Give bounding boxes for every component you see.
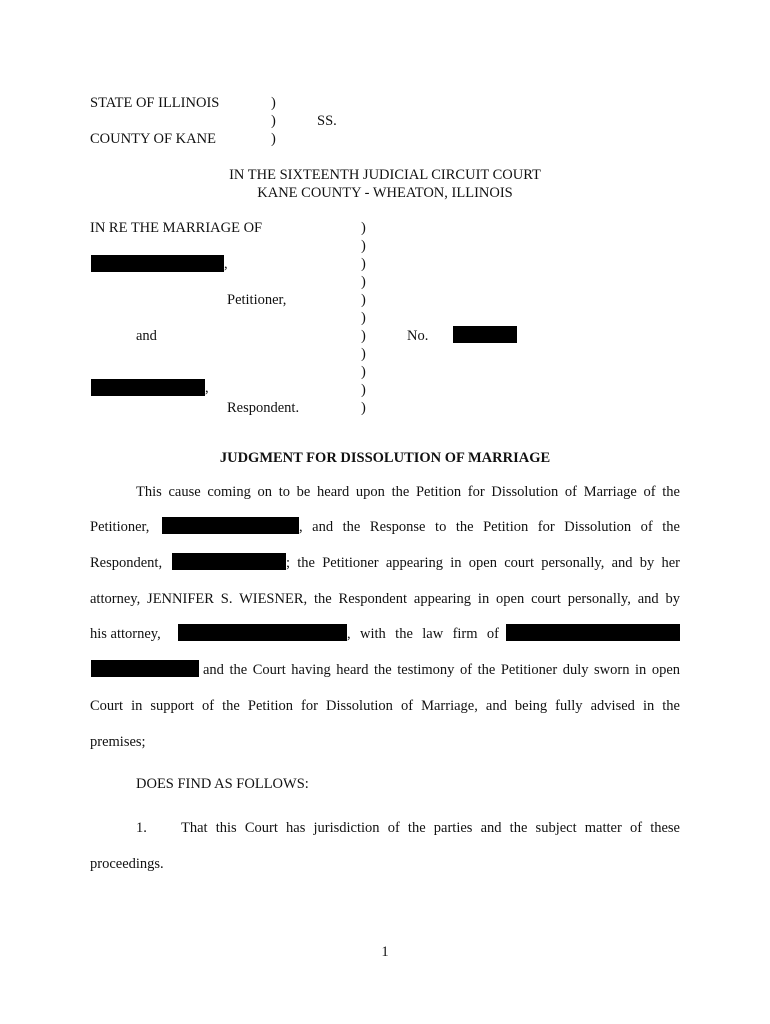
case-paren: ) [361,238,366,254]
case-paren: ) [361,292,366,308]
respondent-label: Respondent. [227,400,300,416]
finding-text: That this Court has jurisdiction of the parties and the subject matter of these [181,820,680,836]
body-line-5-end: , with the law firm of [347,626,499,642]
caption-paren: ) [271,95,276,111]
court-location: KANE COUNTY - WHEATON, ILLINOIS [257,185,513,201]
page-number: 1 [381,944,389,960]
redacted-case-number [453,326,517,343]
case-paren: ) [361,400,366,416]
ss-label: SS. [317,113,337,129]
case-paren: ) [361,346,366,362]
redacted-respondent-name [91,379,205,396]
case-paren: ) [361,328,366,344]
state-label: STATE OF ILLINOIS [90,95,220,111]
respondent-comma: , [205,380,209,396]
finding-text-cont: proceedings. [90,856,164,872]
redacted-petitioner-name [91,255,224,272]
body-line-3-start: Respondent, [90,555,163,571]
body-line-2-start: Petitioner, [90,519,150,535]
redacted-respondent-name [172,553,286,570]
body-line-3-end: ; the Petitioner appearing in open court personally, and by her [286,555,680,571]
case-number-label: No. [407,328,429,344]
body-line-5-start: his attorney, [90,626,161,642]
redacted-petitioner-name [162,517,299,534]
case-paren: ) [361,364,366,380]
redacted-attorney-name [178,624,347,641]
body-line-4: attorney, JENNIFER S. WIESNER, the Respondent appearing in open court personally, and by [90,591,680,607]
body-line-2-end: , and the Response to the Petition for Dissolution of the [299,519,680,535]
body-line-7: Court in support of the Petition for Dissolution of Marriage, and being fully advised in the [90,698,680,714]
body-line-1: This cause coming on to be heard upon the Petition for Dissolution of Marriage of the [136,484,680,500]
petitioner-comma: , [224,256,228,272]
case-paren: ) [361,382,366,398]
in-re-label: IN RE THE MARRIAGE OF [90,220,263,236]
body-line-6: and the Court having heard the testimony of the Petitioner duly sworn in open [203,662,680,678]
caption-paren: ) [271,131,276,147]
body-line-8: premises; [90,734,146,750]
county-label: COUNTY OF KANE [90,131,216,147]
case-paren: ) [361,256,366,272]
and-label: and [136,328,157,344]
findings-heading: DOES FIND AS FOLLOWS: [136,776,309,792]
caption-paren: ) [271,113,276,129]
case-paren: ) [361,220,366,236]
case-paren: ) [361,274,366,290]
document-title: JUDGMENT FOR DISSOLUTION OF MARRIAGE [219,450,551,466]
finding-number: 1. [136,820,147,836]
redacted-law-firm [506,624,680,641]
court-name: IN THE SIXTEENTH JUDICIAL CIRCUIT COURT [229,167,541,183]
redacted-law-firm-cont [91,660,199,677]
petitioner-label: Petitioner, [227,292,287,308]
case-paren: ) [361,310,366,326]
